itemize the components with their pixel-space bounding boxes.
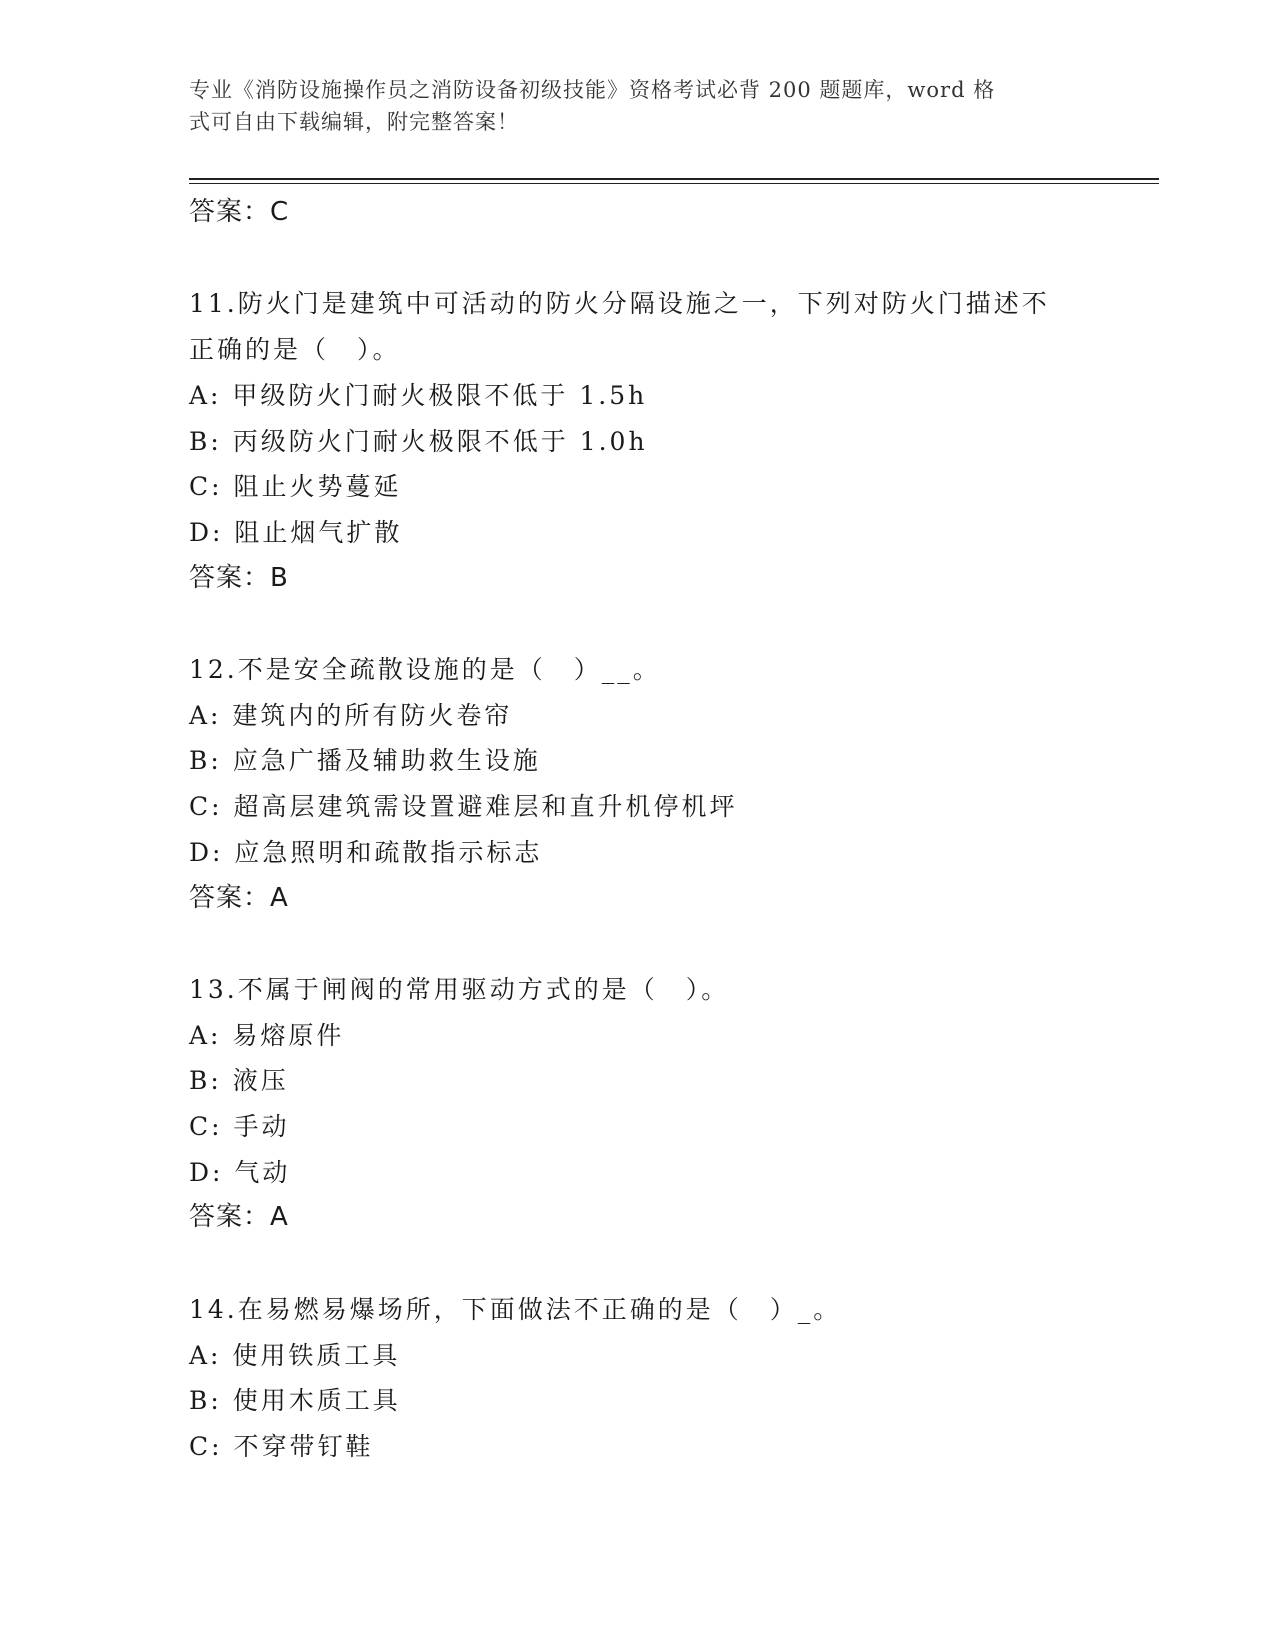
- header-divider-thin: [189, 183, 1159, 184]
- option-b: B: 使用木质工具: [189, 1386, 401, 1416]
- previous-answer: 答案：C: [189, 197, 290, 227]
- option-d: D: 气动: [189, 1157, 291, 1187]
- question-stem: 13.不属于闸阀的常用驱动方式的是（ ）。: [189, 974, 730, 1004]
- option-c: C: 超高层建筑需设置避难层和直升机停机坪: [189, 792, 738, 822]
- question-stem: 11.防火门是建筑中可活动的防火分隔设施之一，下列对防火门描述不: [189, 289, 1050, 319]
- question-stem: 12.不是安全疏散设施的是（ ）__。: [189, 655, 661, 684]
- question-stem-continued: 正确的是（ ）。: [189, 335, 401, 365]
- option-a: A: 建筑内的所有防火卷帘: [189, 700, 513, 730]
- option-c: C: 阻止火势蔓延: [189, 472, 402, 502]
- header-line-2: 式可自由下载编辑，附完整答案！: [189, 110, 519, 134]
- header-line-1: 专业《消防设施操作员之消防设备初级技能》资格考试必背 200 题题库，word 格: [189, 78, 996, 102]
- answer-line: 答案：B: [189, 562, 289, 593]
- document-header: [189, 74, 1069, 138]
- answer-line: 答案：A: [189, 1202, 289, 1233]
- question-11: [189, 281, 1089, 601]
- option-d: D: 阻止烟气扩散: [189, 517, 403, 547]
- question-list: [189, 190, 1089, 1470]
- question-13: [189, 967, 1089, 1241]
- option-a: A: 易熔原件: [189, 1020, 345, 1050]
- option-c: C: 手动: [189, 1112, 290, 1142]
- option-b: B: 应急广播及辅助救生设施: [189, 746, 541, 776]
- spacer: [189, 1241, 1089, 1287]
- spacer: [189, 236, 1089, 282]
- option-a: A: 使用铁质工具: [189, 1340, 401, 1370]
- question-stem: 14.在易燃易爆场所，下面做法不正确的是（ ）_。: [189, 1294, 842, 1324]
- spacer: [189, 921, 1089, 967]
- option-b: B: 液压: [189, 1066, 289, 1096]
- option-d: D: 应急照明和疏散指示标志: [189, 837, 543, 867]
- question-12: [189, 647, 1089, 921]
- answer-line: 答案：A: [189, 882, 289, 913]
- option-c: C: 不穿带钉鞋: [189, 1431, 374, 1461]
- question-14: [189, 1287, 1089, 1470]
- header-divider-thick: [189, 178, 1159, 180]
- option-b: B: 丙级防火门耐火极限不低于 1.0h: [189, 426, 648, 456]
- spacer: [189, 601, 1089, 647]
- option-a: A: 甲级防火门耐火极限不低于 1.5h: [189, 380, 648, 410]
